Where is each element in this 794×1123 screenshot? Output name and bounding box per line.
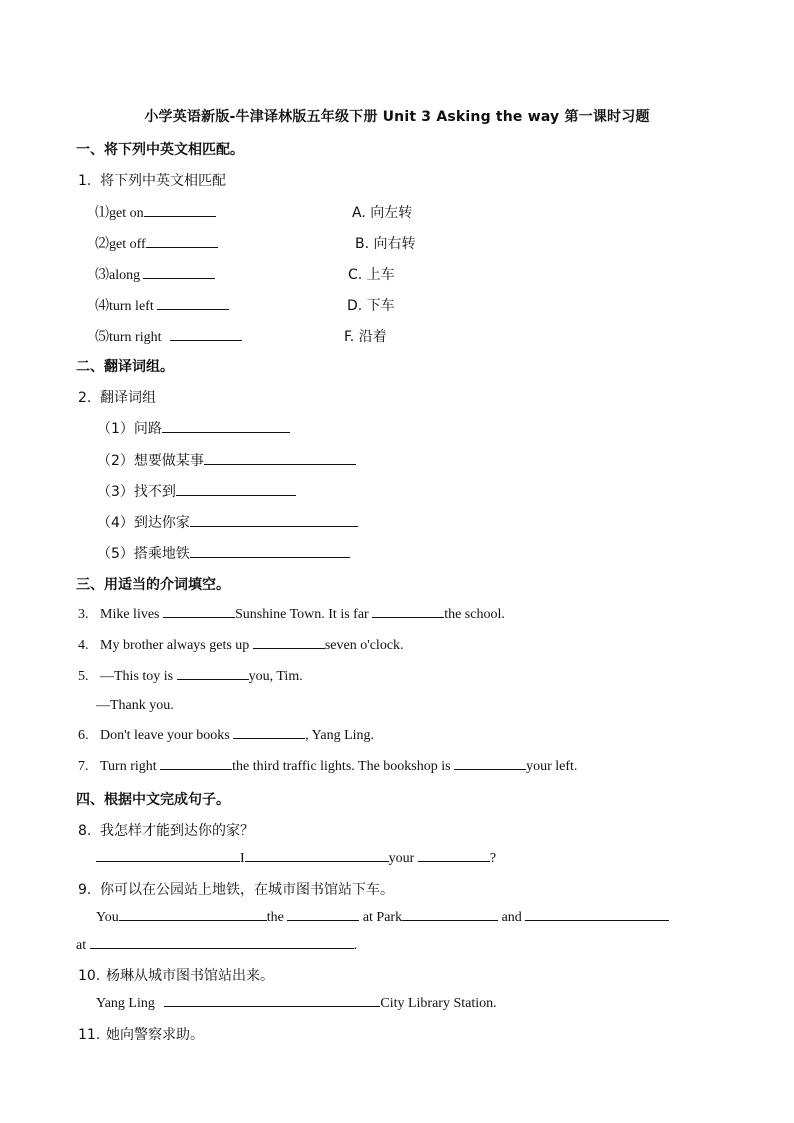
phrase-item-3 — [97, 481, 296, 501]
answer-blank[interactable] — [143, 267, 215, 279]
question-text: 翻译词组 — [100, 390, 156, 406]
phrase-label: （1）问路 — [97, 421, 162, 437]
sentence-part: your — [388, 851, 415, 866]
question-7 — [78, 758, 577, 775]
match-term: ⑵get off — [95, 237, 146, 252]
answer-blank[interactable] — [162, 421, 290, 433]
sentence-part: at Park — [362, 910, 403, 925]
question-number: 6. — [78, 728, 89, 743]
match-term: ⑸turn right — [95, 330, 162, 345]
sentence-part: , Yang Ling. — [305, 728, 375, 743]
sentence-part: ? — [489, 851, 497, 866]
section-heading-1: 一、将下列中英文相匹配。 — [76, 142, 244, 158]
match-right-4: D. 下车 — [347, 298, 395, 314]
answer-blank[interactable] — [176, 484, 296, 496]
question-5 — [78, 668, 303, 685]
document-title: 小学英语新版-牛津译林版五年级下册 Unit 3 Asking the way 第一课时习题 — [144, 109, 650, 125]
answer-blank[interactable] — [204, 453, 356, 465]
phrase-label: （5）搭乘地铁 — [97, 546, 190, 562]
answer-blank[interactable] — [163, 606, 235, 618]
phrase-item-2 — [97, 450, 356, 470]
question-6 — [78, 727, 374, 744]
question-9 — [78, 879, 394, 899]
sentence-part: you, Tim. — [248, 669, 303, 684]
sentence-part: Don't leave your books — [100, 728, 230, 743]
answer-blank[interactable] — [454, 758, 526, 770]
question-3 — [78, 606, 505, 623]
question-8-answer — [96, 850, 496, 867]
answer-blank[interactable] — [160, 758, 232, 770]
answer-blank[interactable] — [144, 205, 216, 217]
section-heading-4: 四、根据中文完成句子。 — [76, 792, 230, 808]
answer-blank[interactable] — [190, 546, 350, 558]
sentence-part: —This toy is — [100, 669, 174, 684]
sentence-part: I — [240, 851, 245, 866]
phrase-label: （2）想要做某事 — [97, 453, 204, 469]
question-text: 我怎样才能到达你的家？ — [100, 823, 254, 839]
phrase-label: （3）找不到 — [97, 484, 176, 500]
sentence-part: seven o'clock. — [324, 638, 404, 653]
sentence-part: Yang Ling — [96, 996, 155, 1011]
question-8 — [78, 820, 254, 840]
answer-blank[interactable] — [233, 727, 305, 739]
question-text: 你可以在公园站上地铁，在城市图书馆站下车。 — [100, 882, 394, 898]
sentence-part: the school. — [444, 607, 505, 622]
question-9-answer-line-2 — [76, 937, 357, 954]
sentence-part: the — [266, 910, 284, 925]
question-text: 杨琳从城市图书馆站出来。 — [106, 968, 274, 984]
question-text: 她向警察求助。 — [106, 1027, 204, 1043]
phrase-item-5 — [97, 543, 350, 563]
question-number: 7. — [78, 759, 89, 774]
question-number: 8. — [78, 823, 92, 839]
match-term: ⑶along — [95, 268, 141, 283]
question-number: 9. — [78, 882, 92, 898]
answer-blank[interactable] — [372, 606, 444, 618]
answer-blank[interactable] — [418, 850, 490, 862]
match-left-3 — [95, 264, 215, 284]
sentence-part: Mike lives — [100, 607, 160, 622]
sentence-part: your left. — [526, 759, 578, 774]
question-number: 11. — [78, 1027, 101, 1043]
question-4 — [78, 637, 404, 654]
phrase-label: （4）到达你家 — [97, 515, 190, 531]
question-1 — [78, 170, 226, 190]
sentence-part: . — [353, 938, 358, 953]
question-number: 5. — [78, 669, 89, 684]
question-text: 将下列中英文相匹配 — [100, 173, 226, 189]
question-number: 4. — [78, 638, 89, 653]
answer-blank[interactable] — [170, 329, 242, 341]
answer-blank[interactable] — [119, 909, 267, 921]
match-left-1 — [95, 202, 216, 222]
question-10 — [78, 965, 274, 985]
match-right-5: F. 沿着 — [344, 329, 387, 345]
answer-blank[interactable] — [177, 668, 249, 680]
question-9-answer-line-1 — [96, 909, 669, 926]
answer-blank[interactable] — [245, 850, 389, 862]
sentence-part: at — [76, 938, 87, 953]
answer-blank[interactable] — [90, 937, 354, 949]
question-number: 10. — [78, 968, 101, 984]
sentence-part: Sunshine Town. It is far — [235, 607, 369, 622]
answer-blank[interactable] — [287, 909, 359, 921]
answer-blank[interactable] — [157, 298, 229, 310]
match-term: ⑴get on — [95, 206, 144, 221]
question-number: 1. — [78, 173, 92, 189]
sentence-part: City Library Station. — [380, 996, 497, 1011]
sentence-part: and — [501, 910, 522, 925]
question-11 — [78, 1024, 204, 1044]
section-heading-3: 三、用适当的介词填空。 — [76, 577, 230, 593]
answer-blank[interactable] — [146, 236, 218, 248]
sentence-part: My brother always gets up — [100, 638, 250, 653]
answer-blank[interactable] — [253, 637, 325, 649]
question-number: 2. — [78, 390, 92, 406]
match-right-1: A. 向左转 — [352, 205, 413, 221]
section-heading-2: 二、翻译词组。 — [76, 359, 174, 375]
sentence-part: the third traffic lights. The bookshop is — [232, 759, 451, 774]
answer-blank[interactable] — [96, 850, 240, 862]
phrase-item-1 — [97, 418, 290, 438]
phrase-item-4 — [97, 512, 358, 532]
match-term: ⑷turn left — [95, 299, 154, 314]
answer-blank[interactable] — [402, 909, 498, 921]
question-5-reply: —Thank you. — [96, 698, 174, 713]
match-left-5 — [95, 326, 242, 346]
question-number: 3. — [78, 607, 89, 622]
sentence-part: Turn right — [100, 759, 157, 774]
answer-blank[interactable] — [164, 995, 380, 1007]
answer-blank[interactable] — [525, 909, 669, 921]
match-right-2: B. 向右转 — [355, 236, 416, 252]
match-right-3: C. 上车 — [348, 267, 395, 283]
match-left-2 — [95, 233, 218, 253]
question-10-answer — [96, 995, 497, 1012]
answer-blank[interactable] — [190, 515, 358, 527]
match-left-4 — [95, 295, 229, 315]
question-2 — [78, 387, 156, 407]
sentence-part: You — [96, 910, 119, 925]
